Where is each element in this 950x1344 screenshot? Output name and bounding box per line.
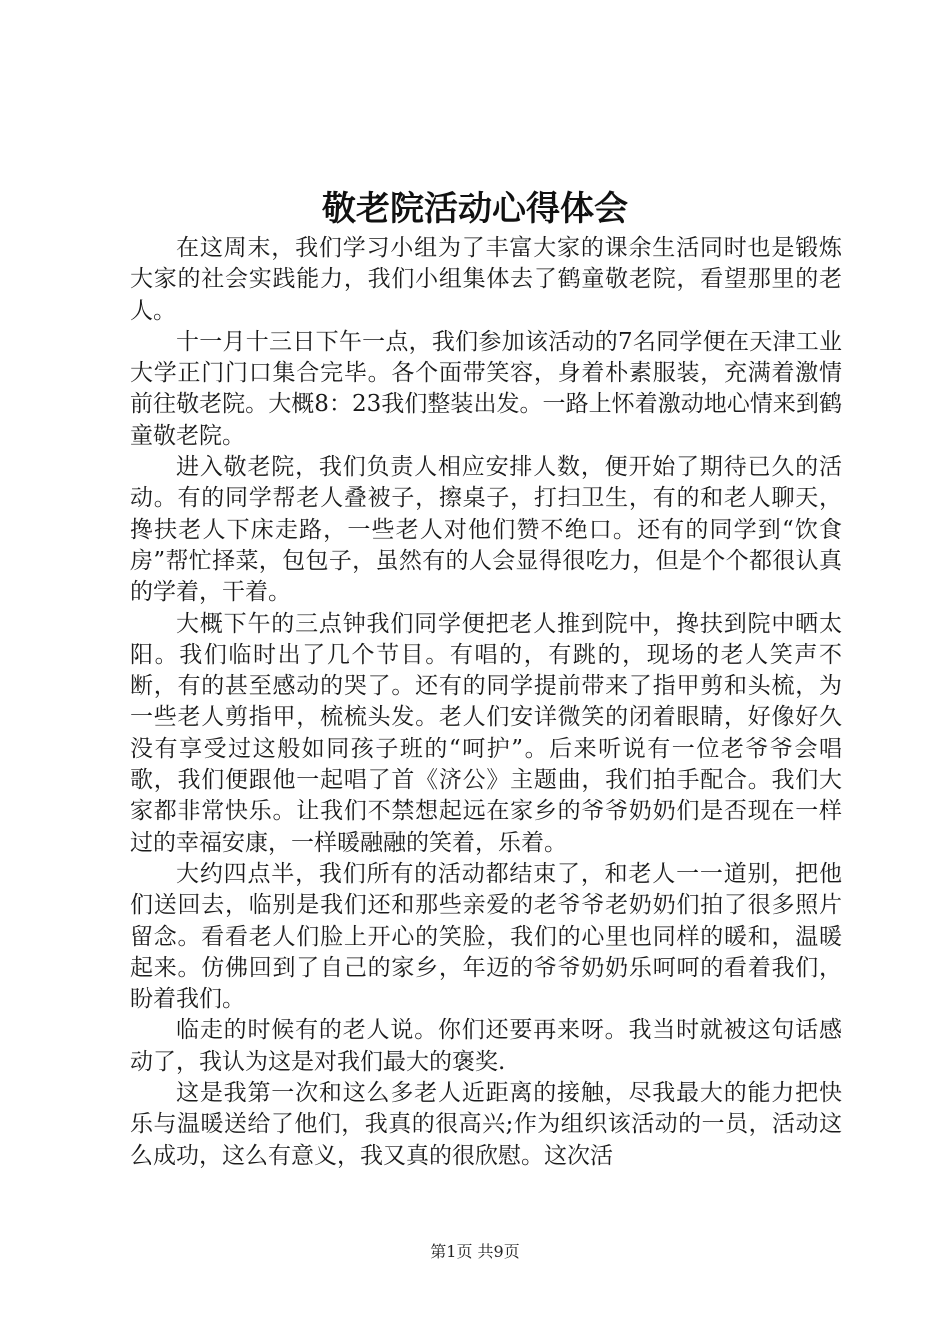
- paragraph-2: 十一月十三日下午一点，我们参加该活动的7名同学便在天津工业大学正门门口集合完毕。各个面带笑容，身着朴素服装，充满着激情前往敬老院。大概8：23我们整装出发。一路上怀着激动地心情来到鹤童敬老院。: [130, 328, 842, 449]
- paragraph-1: 在这周末，我们学习小组为了丰富大家的课余生活同时也是锻炼大家的社会实践能力，我们小组集体去了鹤童敬老院，看望那里的老人。: [130, 235, 842, 324]
- paragraph-3: 进入敬老院，我们负责人相应安排人数，便开始了期待已久的活动。有的同学帮老人叠被子，擦桌子，打扫卫生，有的和老人聊天，搀扶老人下床走路，一些老人对他们赞不绝口。还有的同学到“饮食房”帮忙择菜，包包子，虽然有的人会显得很吃力，但是个个都很认真的学着，干着。: [130, 454, 842, 606]
- document-body: [130, 233, 842, 1172]
- paragraph-4: 大概下午的三点钟我们同学便把老人推到院中，搀扶到院中晒太阳。我们临时出了几个节目。有唱的，有跳的，现场的老人笑声不断，有的甚至感动的哭了。还有的同学提前带来了指甲剪和头梳，为一些老人剪指甲，梳梳头发。老人们安详微笑的闭着眼睛，好像好久没有享受过这般如同孩子班的“呵护”。后来听说有一位老爷爷会唱歌，我们便跟他一起唱了首《济公》主题曲，我们拍手配合。我们大家都非常快乐。让我们不禁想起远在家乡的爷爷奶奶们是否现在一样过的幸福安康，一样暖融融的笑着，乐着。: [130, 610, 842, 856]
- paragraph-6: 临走的时候有的老人说。你们还要再来呀。我当时就被这句话感动了，我认为这是对我们最大的褒奖.: [130, 1017, 842, 1075]
- page-number-label: 第1页 共9页: [430, 1242, 520, 1261]
- document-title: 敬老院活动心得体会: [322, 189, 628, 229]
- paragraph-7: 这是我第一次和这么多老人近距离的接触，尽我最大的能力把快乐与温暖送给了他们，我真的很高兴;作为组织该活动的一员，活动这么成功，这么有意义，我又真的很欣慰。这次活: [130, 1080, 842, 1169]
- page-footer: [0, 1240, 950, 1264]
- paragraph-5: 大约四点半，我们所有的活动都结束了，和老人一一道别，把他们送回去，临别是我们还和那些亲爱的老爷爷老奶奶们拍了很多照片留念。看看老人们脸上开心的笑脸，我们的心里也同样的暖和，温暖起来。仿佛回到了自己的家乡，年迈的爷爷奶奶乐呵呵的看着我们，盼着我们。: [130, 860, 842, 1013]
